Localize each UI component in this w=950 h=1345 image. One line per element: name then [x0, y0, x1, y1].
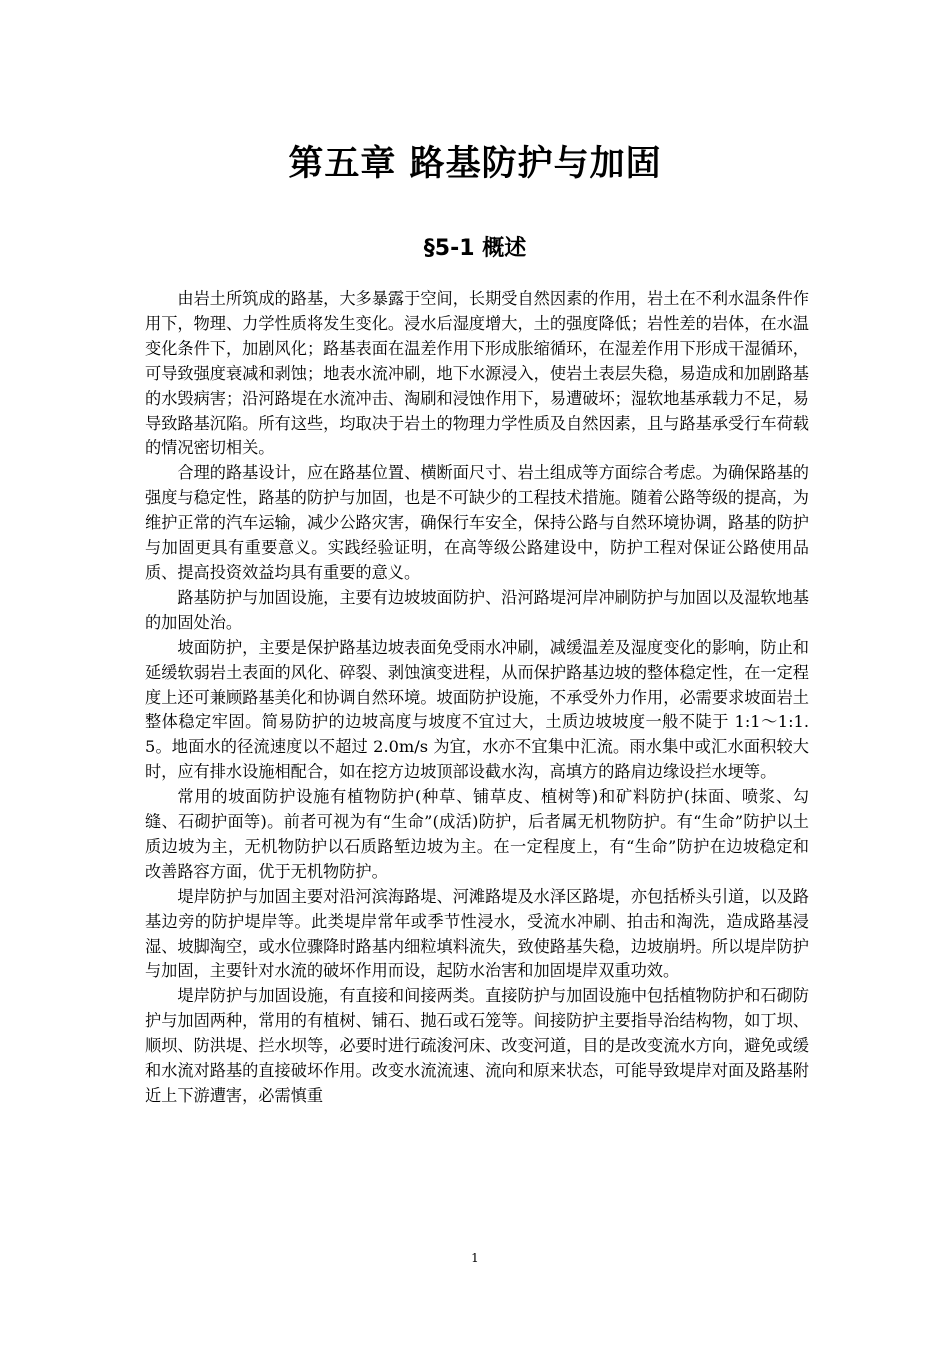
page-number: 1 [471, 1251, 479, 1265]
body-text [145, 287, 809, 1109]
paragraph: 堤岸防护与加固主要对沿河滨海路堤、河滩路堤及水泽区路堤，亦包括桥头引道，以及路基边旁的防护堤岸等。此类堤岸常年或季节性浸水，受流水冲刷、拍击和淘洗，造成路基浸湿、坡脚淘空，或水位骤降时路基内细粒填料流失，致使路基失稳，边坡崩坍。所以堤岸防护与加固，主要针对水流的破坏作用而设，起防水治害和加固堤岸双重功效。 [145, 886, 809, 981]
chapter-title: 第五章 路基防护与加固 [288, 144, 662, 184]
paragraph: 路基防护与加固设施，主要有边坡坡面防护、沿河路堤河岸冲刷防护与加固以及湿软地基的加固处治。 [145, 587, 809, 632]
paragraph: 由岩土所筑成的路基，大多暴露于空间，长期受自然因素的作用，岩土在不利水温条件作用下，物理、力学性质将发生变化。浸水后湿度增大，土的强度降低；岩性差的岩体，在水温变化条件下，加剧风化；路基表面在温差作用下形成胀缩循环，在湿差作用下形成干湿循环，可导致强度衰减和剥蚀；地表水流冲刷，地下水源浸入，使岩土表层失稳，易造成和加剧路基的水毁病害；沿河路堤在水流冲击、淘刷和浸蚀作用下，易遭破坏；湿软地基承载力不足，易导致路基沉陷。所有这些，均取决于岩土的物理力学性质及自然因素，且与路基承受行车荷载的情况密切相关。 [145, 289, 809, 458]
section-title: §5-1 概述 [423, 236, 527, 261]
paragraph: 合理的路基设计，应在路基位置、横断面尺寸、岩土组成等方面综合考虑。为确保路基的强度与稳定性，路基的防护与加固，也是不可缺少的工程技术措施。随着公路等级的提高，为维护正常的汽车运输，减少公路灾害，确保行车安全，保持公路与自然环境协调，路基的防护与加固更具有重要意义。实践经验证明，在高等级公路建设中，防护工程对保证公路使用品质、提高投资效益均具有重要的意义。 [145, 463, 809, 582]
paragraph: 堤岸防护与加固设施，有直接和间接两类。直接防护与加固设施中包括植物防护和石砌防护与加固两种，常用的有植树、铺石、抛石或石笼等。间接防护主要指导治结构物，如丁坝、顺坝、防洪堤、拦水坝等，必要时进行疏浚河床、改变河道，目的是改变流水方向，避免或缓和水流对路基的直接破坏作用。改变水流流速、流向和原来状态，可能导致堤岸对面及路基附近上下游遭害，必需慎重 [145, 986, 809, 1105]
paragraph: 常用的坡面防护设施有植物防护(种草、铺草皮、植树等)和矿料防护(抹面、喷浆、勾缝、石砌护面等)。前者可视为有“生命”(成活)防护，后者属无机物防护。有“生命”防护以土质边坡为主，无机物防护以石质路堑边坡为主。在一定程度上，有“生命”防护在边坡稳定和改善路容方面，优于无机物防护。 [145, 787, 809, 881]
paragraph: 坡面防护，主要是保护路基边坡表面免受雨水冲刷，减缓温差及湿度变化的影响，防止和延缓软弱岩土表面的风化、碎裂、剥蚀演变进程，从而保护路基边坡的整体稳定性，在一定程度上还可兼顾路基美化和协调自然环境。坡面防护设施，不承受外力作用，必需要求坡面岩土整体稳定牢固。简易防护的边坡高度与坡度不宜过大，土质边坡坡度一般不陡于 1:1～1:1.5。地面水的径流速度以不超过 2.0m/s 为宜，水亦不宜集中汇流。雨水集中或汇水面积较大时，应有排水设施相配合，如在挖方边坡顶部设截水沟，高填方的路肩边缘设拦水埂等。 [145, 637, 809, 782]
